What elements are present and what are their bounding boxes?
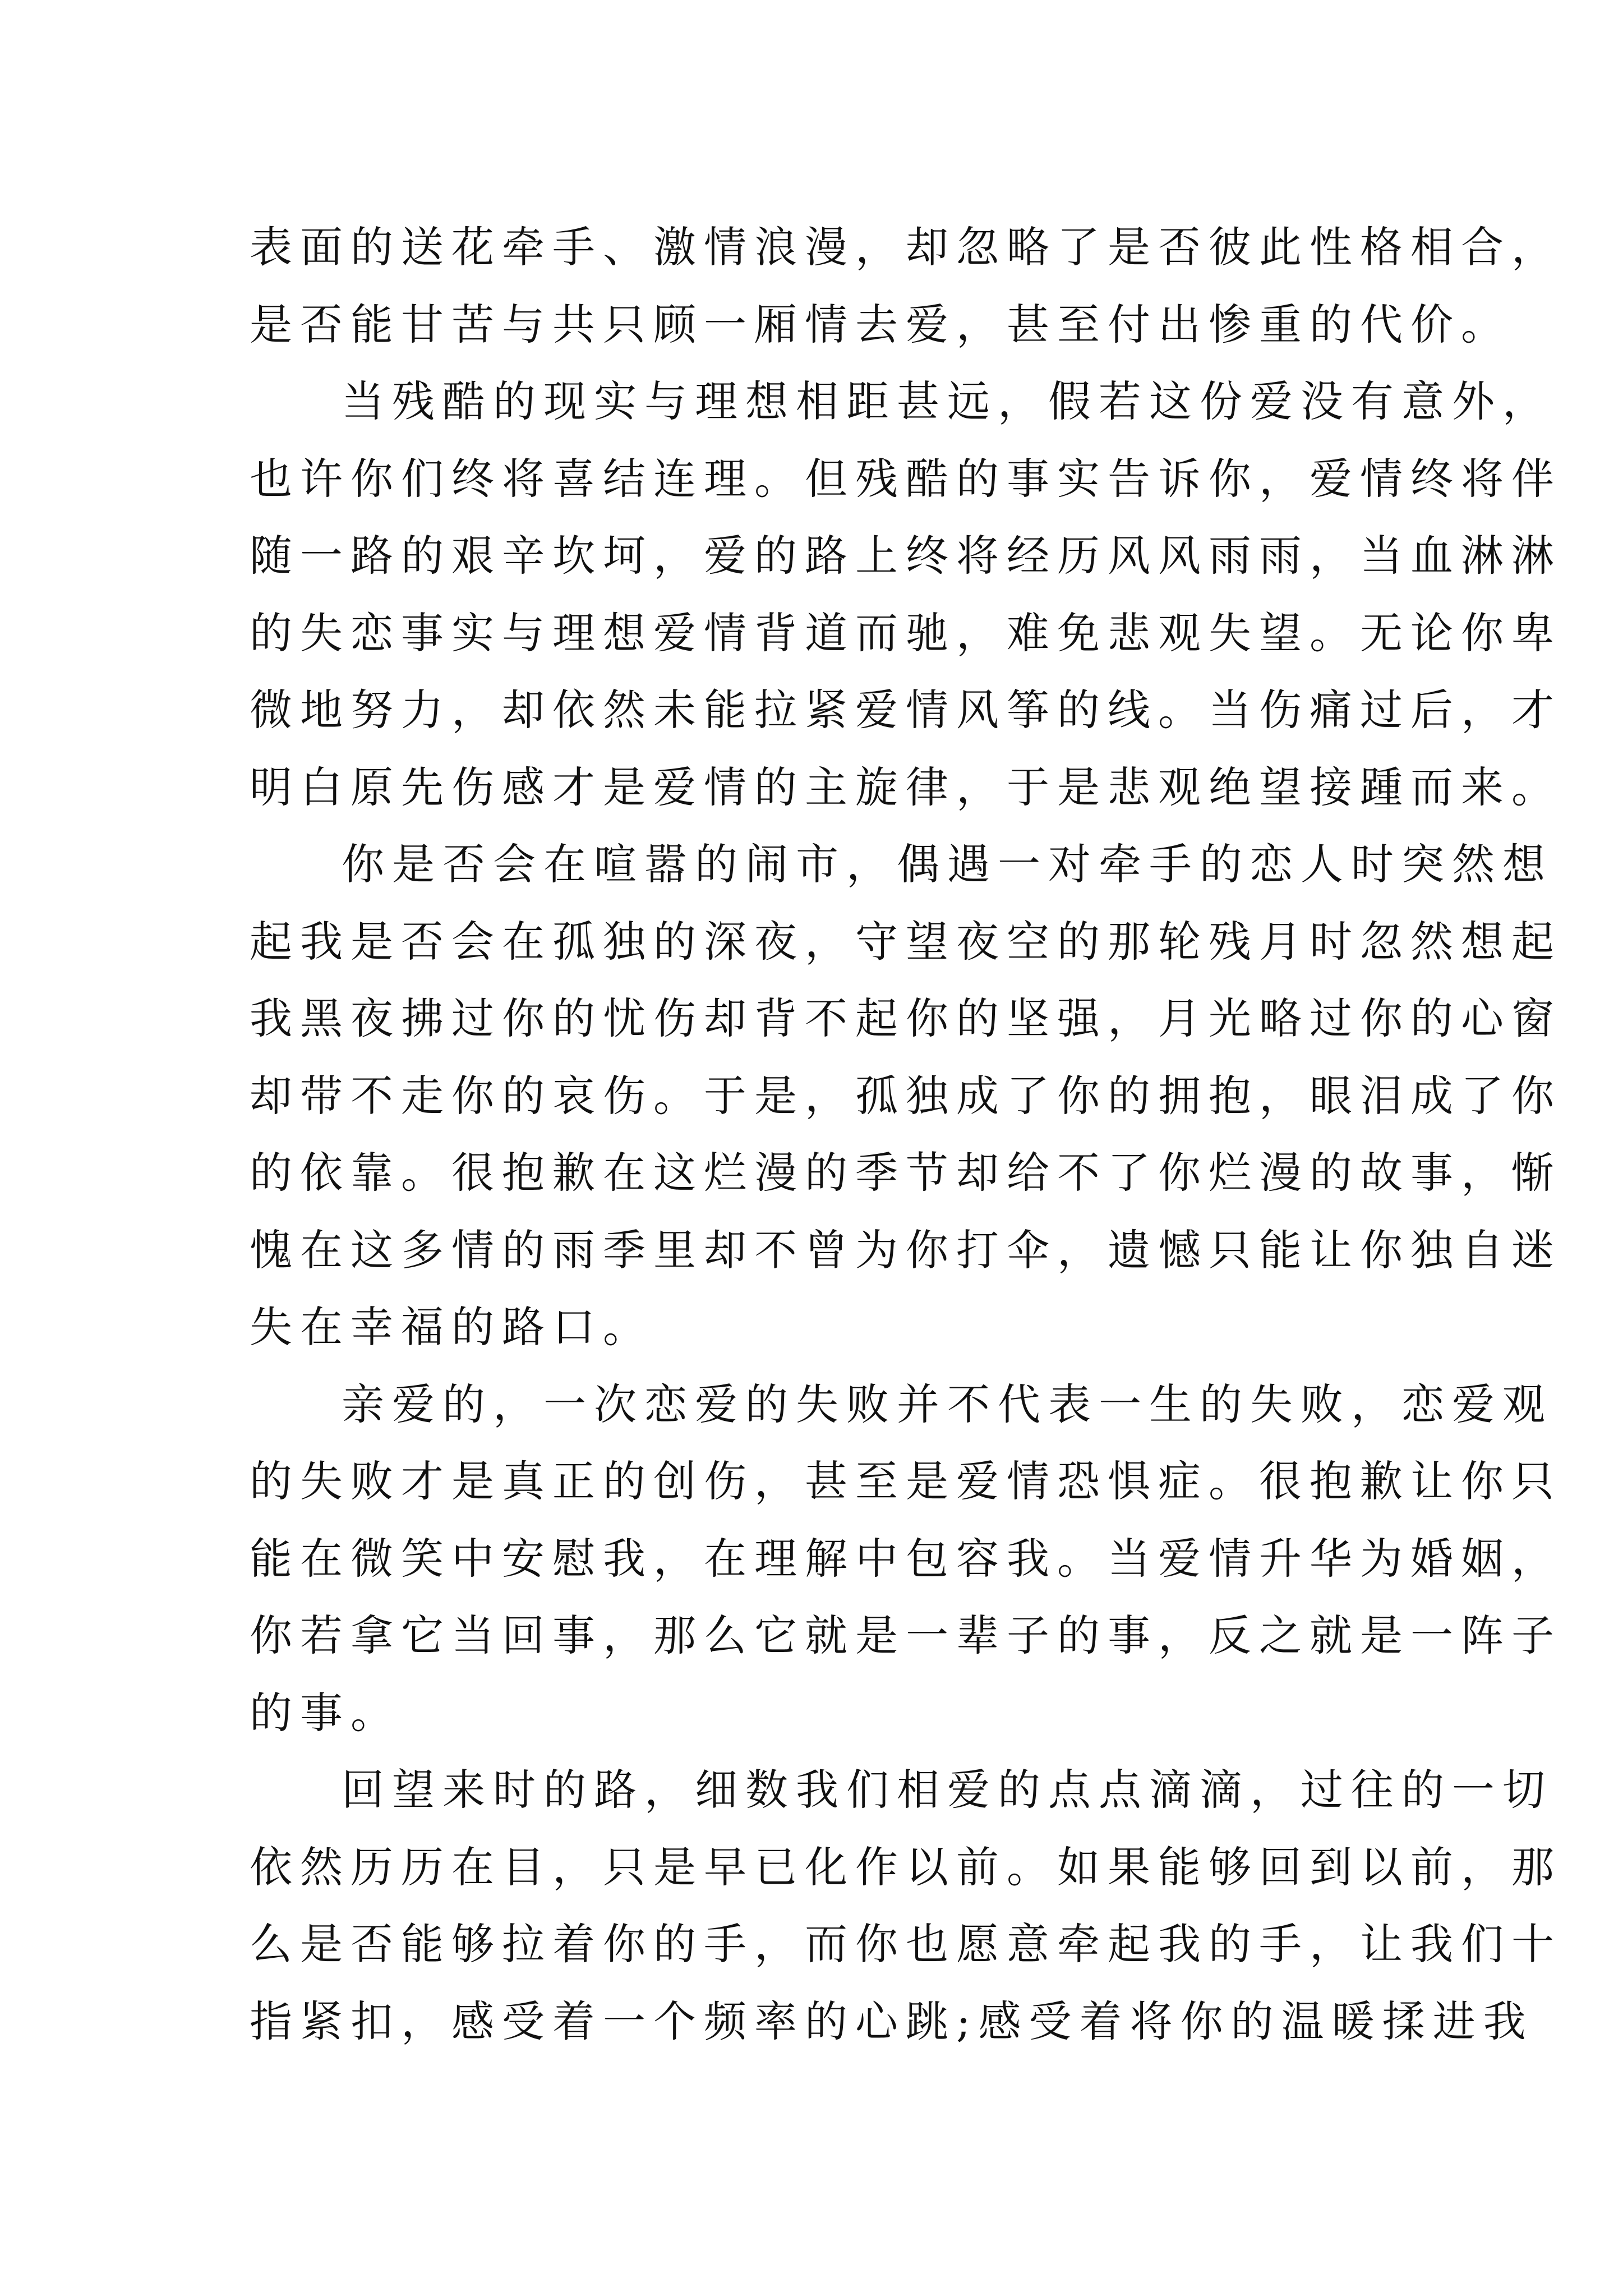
text-line: 却带不走你的哀伤。于是，孤独成了你的拥抱，眼泪成了你 <box>250 1070 1562 1121</box>
text-line: 的事。 <box>250 1687 401 1738</box>
text-line: 我黑夜拂过你的忧伤却背不起你的坚强，月光略过你的心窗 <box>250 993 1562 1043</box>
text-line: 依然历历在目，只是早已化作以前。如果能够回到以前，那 <box>250 1842 1562 1892</box>
text-line: 表面的送花牵手、激情浪漫，却忽略了是否彼此性格相合， <box>250 222 1562 272</box>
text-line: 能在微笑中安慰我，在理解中包容我。当爱情升华为婚姻， <box>250 1533 1562 1584</box>
text-line: 也许你们终将喜结连理。但残酷的事实告诉你，爱情终将伴 <box>250 453 1562 504</box>
body-text <box>250 209 1562 2060</box>
text-line: 的失恋事实与理想爱情背道而驰，难免悲观失望。无论你卑 <box>250 608 1562 658</box>
text-line: 失在幸福的路口。 <box>250 1302 653 1352</box>
text-line: 随一路的艰辛坎坷，爱的路上终将经历风风雨雨，当血淋淋 <box>250 531 1562 581</box>
text-line: 的依靠。很抱歉在这烂漫的季节却给不了你烂漫的故事，惭 <box>250 1148 1562 1198</box>
text-line: 你是否会在喧嚣的闹市，偶遇一对牵手的恋人时突然想 <box>342 839 1553 889</box>
text-line: 愧在这多情的雨季里却不曾为你打伞，遗憾只能让你独自迷 <box>250 1225 1562 1275</box>
text-line: 你若拿它当回事，那么它就是一辈子的事，反之就是一阵子 <box>250 1611 1562 1660</box>
text-line: 亲爱的，一次恋爱的失败并不代表一生的失败，恋爱观 <box>342 1379 1553 1429</box>
text-line: 微地努力，却依然未能拉紧爱情风筝的线。当伤痛过后，才 <box>250 685 1562 735</box>
text-line: 的失败才是真正的创伤，甚至是爱情恐惧症。很抱歉让你只 <box>250 1456 1562 1506</box>
text-line: 明白原先伤感才是爱情的主旋律，于是悲观绝望接踵而来。 <box>250 762 1562 812</box>
text-line: 回望来时的路，细数我们相爱的点点滴滴，过往的一切 <box>342 1765 1553 1815</box>
text-line: 么是否能够拉着你的手，而你也愿意牵起我的手，让我们十 <box>250 1919 1562 1969</box>
text-line: 是否能甘苦与共只顾一厢情去爱，甚至付出惨重的代价。 <box>250 299 1511 349</box>
text-line: 指紧扣，感受着一个频率的心跳;感受着将你的温暖揉进我 <box>250 1996 1534 2046</box>
text-line: 当残酷的现实与理想相距甚远，假若这份爱没有意外， <box>342 376 1553 426</box>
text-line: 起我是否会在孤独的深夜，守望夜空的那轮残月时忽然想起 <box>250 916 1562 967</box>
